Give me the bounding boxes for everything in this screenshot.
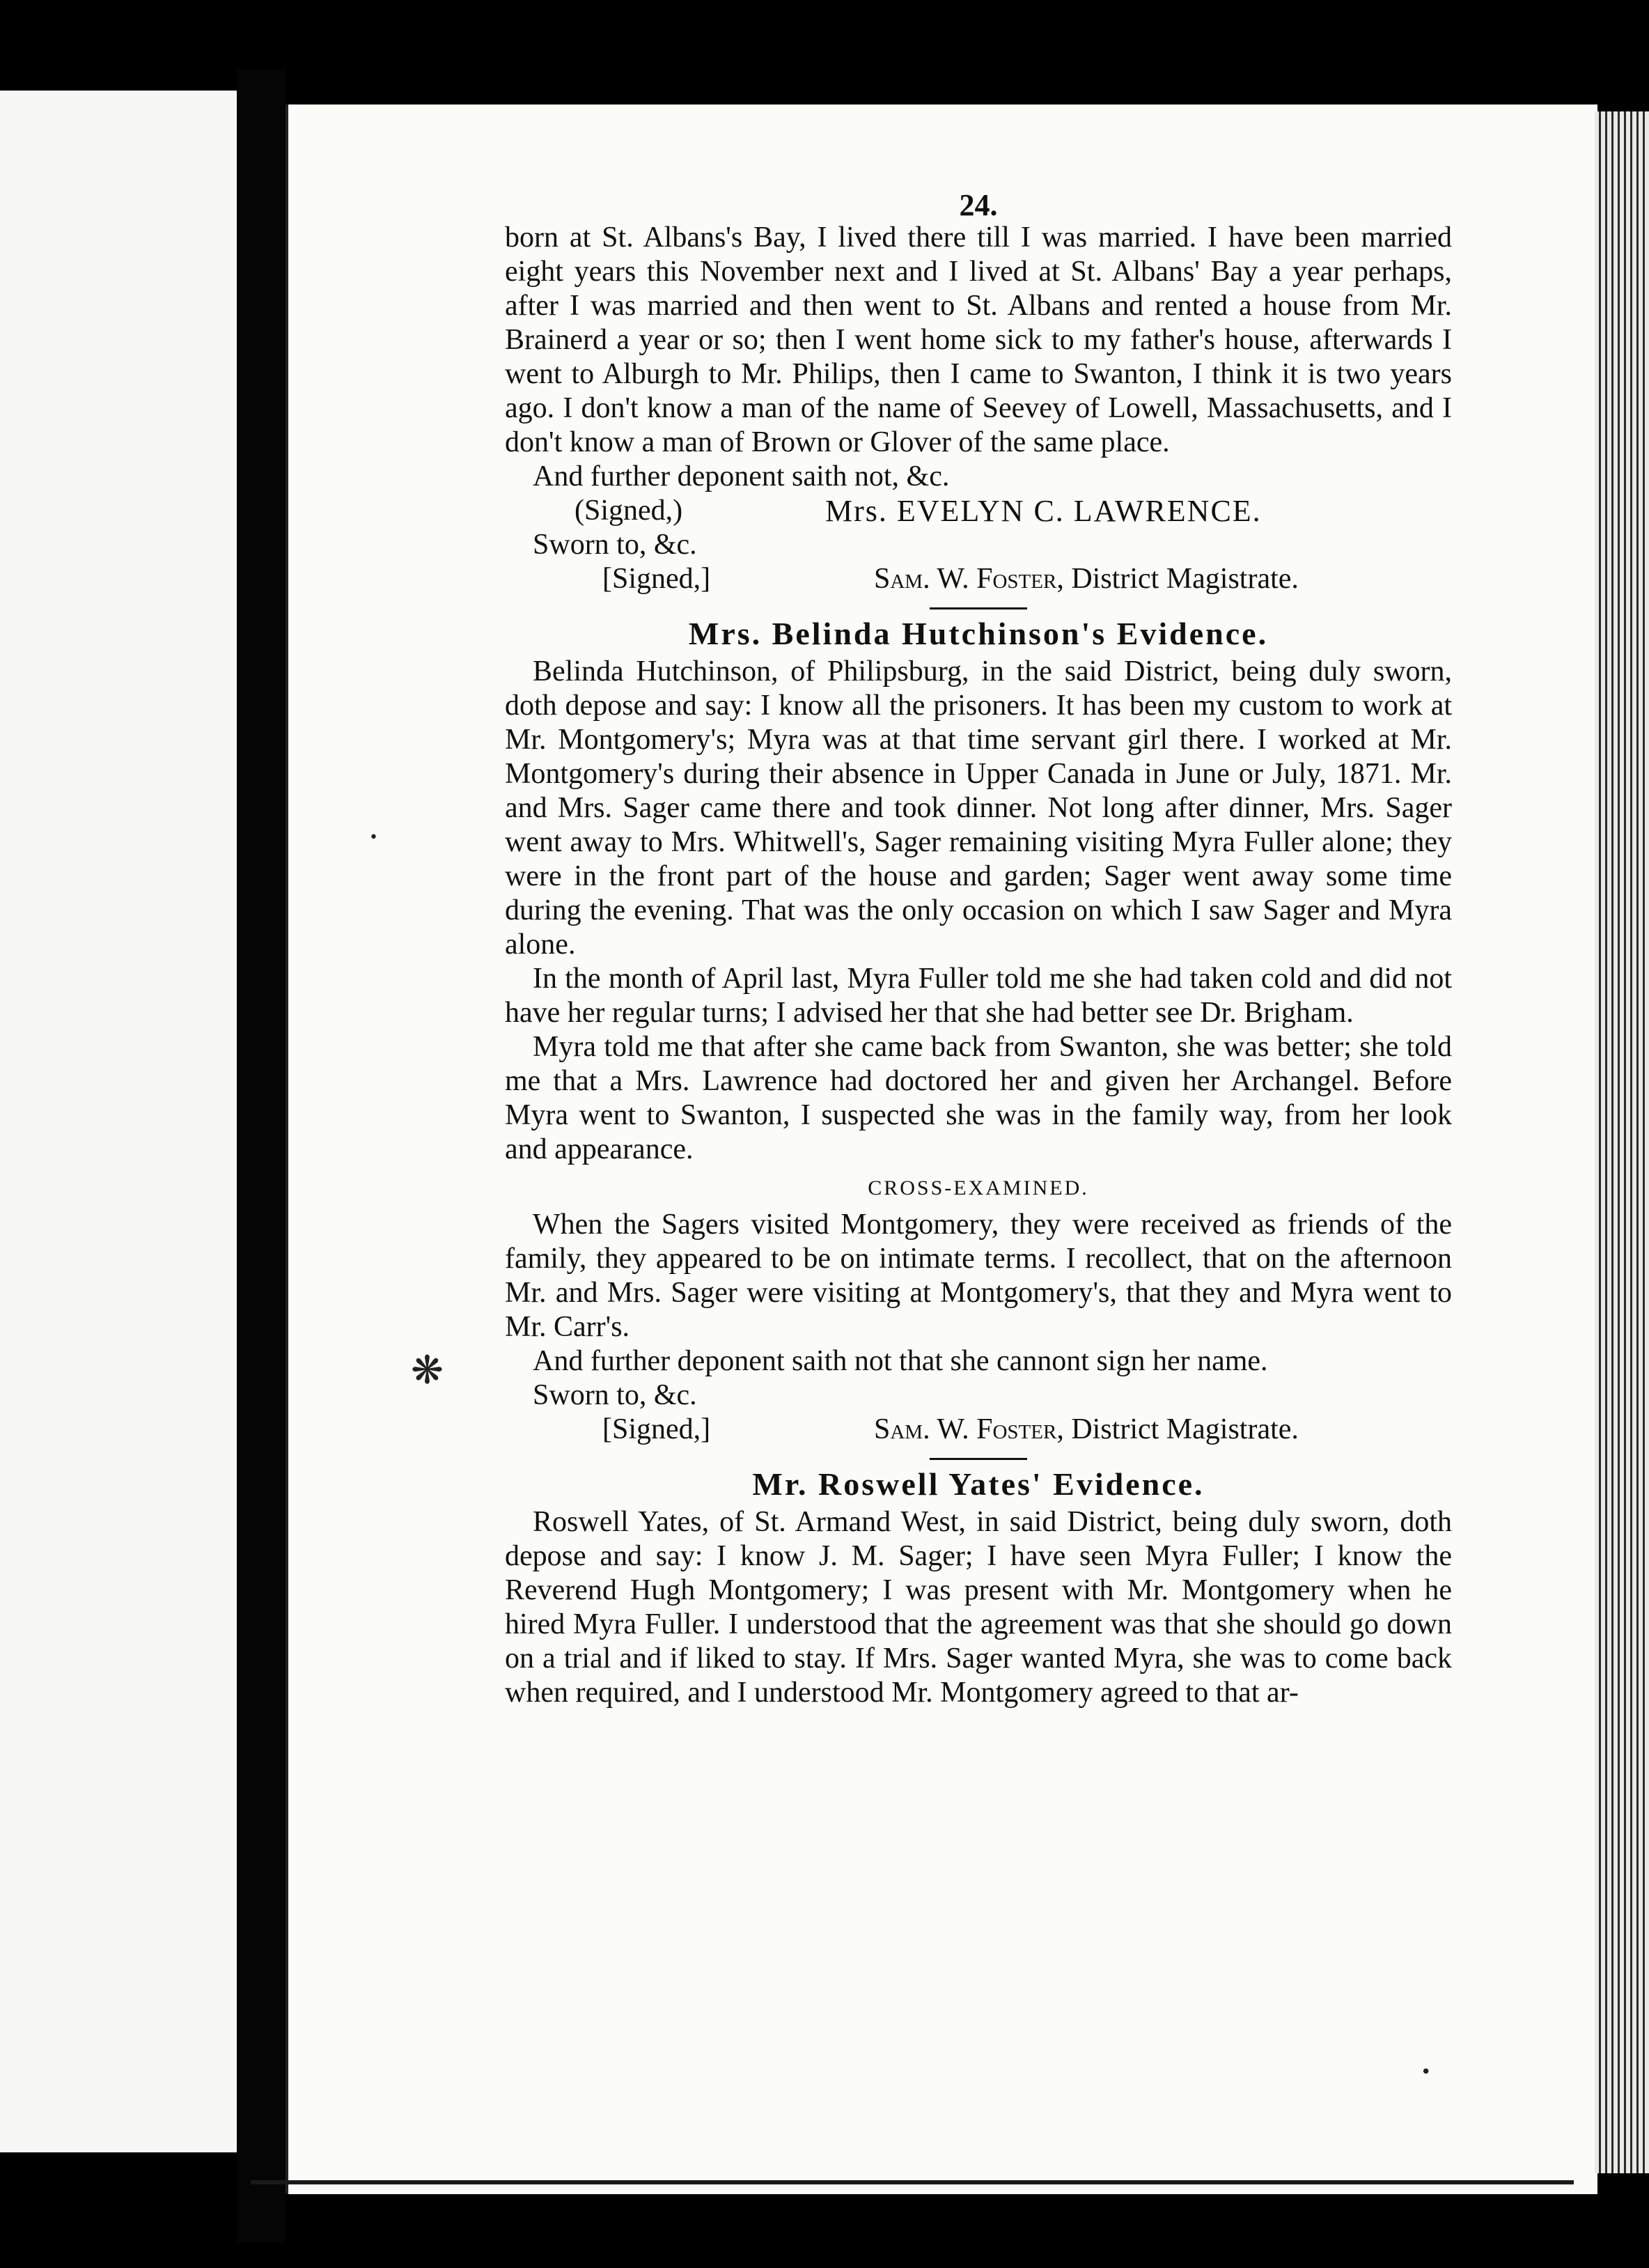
left-page-margin [0, 91, 241, 2152]
continuation-paragraph: born at St. Albans's Bay, I lived there till I was married. I have been married eight years this November next and I lived at St. Albans' Bay a year perhaps, after I was married and then went to St. Albans and rented a house from Mr. Brainerd a year or so; then I went home sick to my father's house, afterwards I went to Alburgh to Mr. Philips, then I came to Swanton, I think it is two years ago. I don't know a man of the name of Seevey of Lowell, Massachusetts, and I don't know a man of Brown or Glover of the same place. [505, 222, 1452, 458]
magistrate-title: District Magistrate. [1071, 563, 1299, 595]
page-bottom-curl [251, 2138, 1574, 2184]
section-title-hutchinson: Mrs. Belinda Hutchinson's Evidence. [688, 616, 1269, 651]
magistrate-signed-label: [Signed,] [602, 563, 711, 595]
page-text [505, 188, 1452, 1710]
deponent-signature-row [505, 494, 1452, 528]
hutchinson-paragraph: Belinda Hutchinson, of Philipsburg, in the said District, being duly sworn, doth depose and say: I know all the prisoners. It has been my custom to work at Mr. Montgomery's; Myra was at that time servant girl there. I worked at Mr. Montgomery's during their absence in Upper Canada in June or July, 1871. Mr. and Mrs. Sager came there and took dinner. Not long after dinner, Mrs. Sager went away to Mrs. Whitwell's, Sager remaining visiting Myra Fuller alone; they were in the front part of the house and garden; Sager went away some time during the evening. That was the only occasion on which I saw Sager and Myra alone. [505, 655, 1452, 961]
magistrate-name: Sam. W. Foster, [874, 1413, 1064, 1445]
deponent-name: Mrs. EVELYN C. LAWRENCE. [825, 494, 1262, 528]
sworn-line: Sworn to, &c. [533, 529, 697, 561]
yates-paragraph: Roswell Yates, of St. Armand West, in said District, being duly sworn, doth depose and say: I know J. M. Sager; I have seen Myra Fuller; I know the Reverend Hugh Montgomery; I was present with Mr. Montgomery when he hired Myra Fuller. I understood that the agreement was that she should go down on a trial and if liked to stay. If Mrs. Sager wanted Myra, she was to come back when required, and I understood Mr. Montgomery agreed to that ar- [505, 1506, 1452, 1709]
cross-examined-heading: CROSS-EXAMINED. [868, 1176, 1089, 1199]
magistrate-signature-row [505, 1413, 1452, 1447]
cross-exam-paragraph: When the Sagers visited Montgomery, they were received as friends of the family, they appeared to be on intimate terms. I recollect, that on the afternoon Mr. and Mrs. Sager were visiting at Montgomery's, that they and Myra went to Mr. Carr's. [505, 1209, 1452, 1343]
margin-dot-mark-2: • [1421, 2062, 1432, 2083]
continuation-closing: And further deponent saith not, &c. [533, 460, 950, 492]
magistrate-signature-row [505, 562, 1452, 596]
page-edges [1595, 111, 1649, 2173]
ink-blot-mark: ❋ [411, 1348, 444, 1393]
magistrate-name: Sam. W. Foster, [874, 563, 1064, 595]
sworn-line: Sworn to, &c. [533, 1379, 697, 1411]
hutchinson-paragraph: In the month of April last, Myra Fuller told me she had taken cold and did not have her regular turns; I advised her that she had better see Dr. Brigham. [505, 963, 1452, 1029]
section-divider [930, 1458, 1027, 1460]
hutchinson-paragraph: Myra told me that after she came back from Swanton, she was better; she told me that a Mrs. Lawrence had doctored her and given her Archangel. Before Myra went to Swanton, I suspected she was in the family way, from her look and appearance. [505, 1031, 1452, 1165]
signed-label: (Signed,) [575, 495, 683, 527]
section-title-yates: Mr. Roswell Yates' Evidence. [752, 1466, 1205, 1502]
cross-exam-closing: And further deponent saith not that she cannont sign her name. [533, 1345, 1268, 1377]
section-divider [930, 607, 1027, 609]
magistrate-signed-label: [Signed,] [602, 1413, 711, 1445]
page-number: 24. [959, 188, 998, 222]
margin-dot-mark: • [369, 829, 378, 846]
magistrate-title: District Magistrate. [1071, 1413, 1299, 1445]
book-gutter [237, 70, 286, 2243]
